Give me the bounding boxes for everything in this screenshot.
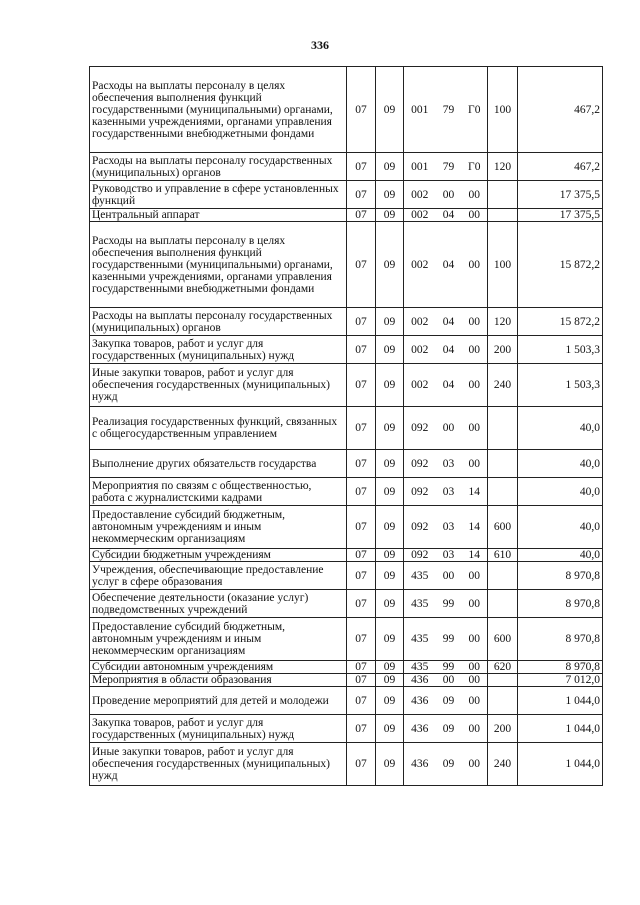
target-code-part1: 435 <box>404 562 436 590</box>
target-code-part1: 092 <box>404 549 436 562</box>
target-code-part2: 03 <box>436 478 462 506</box>
section-code: 07 <box>347 153 376 181</box>
amount: 8 970,8 <box>518 661 603 674</box>
row-name: Расходы на выплаты персоналу государственных (муниципальных) органов <box>90 308 347 336</box>
target-code-part2: 99 <box>436 661 462 674</box>
subsection-code: 09 <box>376 336 404 364</box>
section-code: 07 <box>347 590 376 618</box>
subsection-code: 09 <box>376 618 404 661</box>
target-code-part1: 002 <box>404 222 436 308</box>
target-code-part2: 04 <box>436 336 462 364</box>
amount: 15 872,2 <box>518 222 603 308</box>
table-row <box>90 153 603 181</box>
target-code-part1: 002 <box>404 181 436 209</box>
section-code: 07 <box>347 407 376 450</box>
section-code: 07 <box>347 478 376 506</box>
expense-type-code: 600 <box>488 506 518 549</box>
target-code-part2: 99 <box>436 618 462 661</box>
subsection-code: 09 <box>376 506 404 549</box>
expense-type-code: 620 <box>488 661 518 674</box>
target-code-part1: 435 <box>404 661 436 674</box>
subsection-code: 09 <box>376 743 404 786</box>
target-code-part3: 00 <box>462 181 488 209</box>
table-row <box>90 715 603 743</box>
amount: 40,0 <box>518 506 603 549</box>
section-code: 07 <box>347 562 376 590</box>
row-name: Субсидии бюджетным учреждениям <box>90 549 347 562</box>
expense-type-code: 600 <box>488 618 518 661</box>
section-code: 07 <box>347 687 376 715</box>
target-code-part3: 14 <box>462 506 488 549</box>
row-name: Иные закупки товаров, работ и услуг для обеспечения государственных (муниципальных) нужд <box>90 743 347 786</box>
target-code-part1: 002 <box>404 364 436 407</box>
expense-type-code <box>488 407 518 450</box>
table-row <box>90 478 603 506</box>
amount: 7 012,0 <box>518 674 603 687</box>
table-row <box>90 506 603 549</box>
target-code-part2: 79 <box>436 67 462 153</box>
expense-type-code <box>488 590 518 618</box>
section-code: 07 <box>347 549 376 562</box>
subsection-code: 09 <box>376 549 404 562</box>
amount: 1 044,0 <box>518 687 603 715</box>
target-code-part2: 04 <box>436 222 462 308</box>
table-row <box>90 67 603 153</box>
expense-type-code <box>488 209 518 222</box>
subsection-code: 09 <box>376 450 404 478</box>
subsection-code: 09 <box>376 674 404 687</box>
expense-type-code <box>488 562 518 590</box>
target-code-part1: 002 <box>404 308 436 336</box>
target-code-part1: 436 <box>404 715 436 743</box>
target-code-part3: 14 <box>462 478 488 506</box>
amount: 8 970,8 <box>518 590 603 618</box>
target-code-part1: 092 <box>404 478 436 506</box>
expense-type-code: 100 <box>488 67 518 153</box>
section-code: 07 <box>347 364 376 407</box>
target-code-part2: 00 <box>436 407 462 450</box>
target-code-part3: 00 <box>462 687 488 715</box>
row-name: Закупка товаров, работ и услуг для государственных (муниципальных) нужд <box>90 715 347 743</box>
table-row <box>90 181 603 209</box>
target-code-part2: 99 <box>436 590 462 618</box>
row-name: Расходы на выплаты персоналу в целях обеспечения выполнения функций государственными (муниципальными) органами, казенными учреждениями, органами управления государственными внебюджетными фондами <box>90 67 347 153</box>
target-code-part3: 00 <box>462 336 488 364</box>
expense-type-code: 100 <box>488 222 518 308</box>
table-row <box>90 590 603 618</box>
section-code: 07 <box>347 336 376 364</box>
row-name: Мероприятия в области образования <box>90 674 347 687</box>
target-code-part2: 09 <box>436 743 462 786</box>
target-code-part3: 00 <box>462 618 488 661</box>
table-row <box>90 222 603 308</box>
target-code-part1: 092 <box>404 407 436 450</box>
amount: 8 970,8 <box>518 562 603 590</box>
subsection-code: 09 <box>376 407 404 450</box>
subsection-code: 09 <box>376 715 404 743</box>
target-code-part3: 00 <box>462 674 488 687</box>
amount: 1 503,3 <box>518 336 603 364</box>
target-code-part3: 00 <box>462 743 488 786</box>
table-row <box>90 364 603 407</box>
row-name: Предоставление субсидий бюджетным, автономным учреждениям и иным некоммерческим организациям <box>90 618 347 661</box>
target-code-part3: 00 <box>462 209 488 222</box>
target-code-part1: 436 <box>404 743 436 786</box>
section-code: 07 <box>347 674 376 687</box>
target-code-part3: 00 <box>462 364 488 407</box>
amount: 15 872,2 <box>518 308 603 336</box>
amount: 467,2 <box>518 67 603 153</box>
expense-type-code: 120 <box>488 153 518 181</box>
target-code-part3: 00 <box>462 562 488 590</box>
subsection-code: 09 <box>376 590 404 618</box>
target-code-part1: 435 <box>404 618 436 661</box>
target-code-part1: 001 <box>404 153 436 181</box>
table-row <box>90 562 603 590</box>
target-code-part3: 14 <box>462 549 488 562</box>
expense-type-code: 200 <box>488 336 518 364</box>
row-name: Мероприятия по связям с общественностью, работа с журналистскими кадрами <box>90 478 347 506</box>
budget-table <box>89 66 603 786</box>
target-code-part2: 09 <box>436 687 462 715</box>
section-code: 07 <box>347 618 376 661</box>
section-code: 07 <box>347 506 376 549</box>
table-row <box>90 209 603 222</box>
row-name: Обеспечение деятельности (оказание услуг) подведомственных учреждений <box>90 590 347 618</box>
table-row <box>90 450 603 478</box>
target-code-part3: 00 <box>462 661 488 674</box>
row-name: Реализация государственных функций, связанных с общегосударственным управлением <box>90 407 347 450</box>
table-row <box>90 687 603 715</box>
target-code-part1: 002 <box>404 336 436 364</box>
target-code-part2: 09 <box>436 715 462 743</box>
section-code: 07 <box>347 209 376 222</box>
subsection-code: 09 <box>376 308 404 336</box>
target-code-part3: 00 <box>462 407 488 450</box>
subsection-code: 09 <box>376 153 404 181</box>
row-name: Закупка товаров, работ и услуг для государственных (муниципальных) нужд <box>90 336 347 364</box>
target-code-part3: 00 <box>462 590 488 618</box>
subsection-code: 09 <box>376 209 404 222</box>
target-code-part1: 092 <box>404 506 436 549</box>
target-code-part2: 79 <box>436 153 462 181</box>
section-code: 07 <box>347 661 376 674</box>
amount: 1 044,0 <box>518 715 603 743</box>
target-code-part1: 436 <box>404 674 436 687</box>
expense-type-code: 610 <box>488 549 518 562</box>
amount: 40,0 <box>518 549 603 562</box>
amount: 17 375,5 <box>518 181 603 209</box>
amount: 17 375,5 <box>518 209 603 222</box>
subsection-code: 09 <box>376 661 404 674</box>
subsection-code: 09 <box>376 181 404 209</box>
target-code-part1: 001 <box>404 67 436 153</box>
target-code-part2: 00 <box>436 562 462 590</box>
section-code: 07 <box>347 743 376 786</box>
row-name: Руководство и управление в сфере установленных функций <box>90 181 347 209</box>
expense-type-code <box>488 478 518 506</box>
row-name: Проведение мероприятий для детей и молодежи <box>90 687 347 715</box>
target-code-part3: 00 <box>462 222 488 308</box>
expense-type-code <box>488 674 518 687</box>
row-name: Иные закупки товаров, работ и услуг для обеспечения государственных (муниципальных) нужд <box>90 364 347 407</box>
target-code-part3: Г0 <box>462 67 488 153</box>
subsection-code: 09 <box>376 478 404 506</box>
target-code-part3: Г0 <box>462 153 488 181</box>
target-code-part1: 435 <box>404 590 436 618</box>
section-code: 07 <box>347 222 376 308</box>
section-code: 07 <box>347 308 376 336</box>
target-code-part2: 03 <box>436 549 462 562</box>
table-row <box>90 308 603 336</box>
expense-type-code: 120 <box>488 308 518 336</box>
table-row <box>90 549 603 562</box>
target-code-part3: 00 <box>462 715 488 743</box>
row-name: Центральный аппарат <box>90 209 347 222</box>
table-row <box>90 743 603 786</box>
expense-type-code: 200 <box>488 715 518 743</box>
amount: 40,0 <box>518 450 603 478</box>
expense-type-code <box>488 687 518 715</box>
target-code-part2: 03 <box>436 506 462 549</box>
amount: 8 970,8 <box>518 618 603 661</box>
budget-table-body <box>90 67 603 786</box>
expense-type-code <box>488 181 518 209</box>
target-code-part2: 04 <box>436 209 462 222</box>
section-code: 07 <box>347 67 376 153</box>
amount: 467,2 <box>518 153 603 181</box>
subsection-code: 09 <box>376 67 404 153</box>
amount: 40,0 <box>518 407 603 450</box>
target-code-part2: 00 <box>436 181 462 209</box>
subsection-code: 09 <box>376 364 404 407</box>
table-row <box>90 407 603 450</box>
row-name: Предоставление субсидий бюджетным, автономным учреждениям и иным некоммерческим организациям <box>90 506 347 549</box>
row-name: Учреждения, обеспечивающие предоставление услуг в сфере образования <box>90 562 347 590</box>
expense-type-code: 240 <box>488 364 518 407</box>
target-code-part2: 03 <box>436 450 462 478</box>
table-row <box>90 618 603 661</box>
row-name: Выполнение других обязательств государства <box>90 450 347 478</box>
row-name: Субсидии автономным учреждениям <box>90 661 347 674</box>
target-code-part1: 436 <box>404 687 436 715</box>
table-row <box>90 674 603 687</box>
target-code-part2: 04 <box>436 308 462 336</box>
amount: 1 044,0 <box>518 743 603 786</box>
subsection-code: 09 <box>376 222 404 308</box>
row-name: Расходы на выплаты персоналу государственных (муниципальных) органов <box>90 153 347 181</box>
subsection-code: 09 <box>376 687 404 715</box>
row-name: Расходы на выплаты персоналу в целях обеспечения выполнения функций государственными (муниципальными) органами, казенными учреждениями, органами управления государственными внебюджетными фондами <box>90 222 347 308</box>
target-code-part3: 00 <box>462 450 488 478</box>
expense-type-code: 240 <box>488 743 518 786</box>
target-code-part2: 04 <box>436 364 462 407</box>
table-row <box>90 336 603 364</box>
section-code: 07 <box>347 181 376 209</box>
subsection-code: 09 <box>376 562 404 590</box>
target-code-part3: 00 <box>462 308 488 336</box>
section-code: 07 <box>347 450 376 478</box>
target-code-part2: 00 <box>436 674 462 687</box>
expense-type-code <box>488 450 518 478</box>
amount: 1 503,3 <box>518 364 603 407</box>
table-row <box>90 661 603 674</box>
section-code: 07 <box>347 715 376 743</box>
amount: 40,0 <box>518 478 603 506</box>
target-code-part1: 092 <box>404 450 436 478</box>
target-code-part1: 002 <box>404 209 436 222</box>
page-number: 336 <box>311 38 329 52</box>
